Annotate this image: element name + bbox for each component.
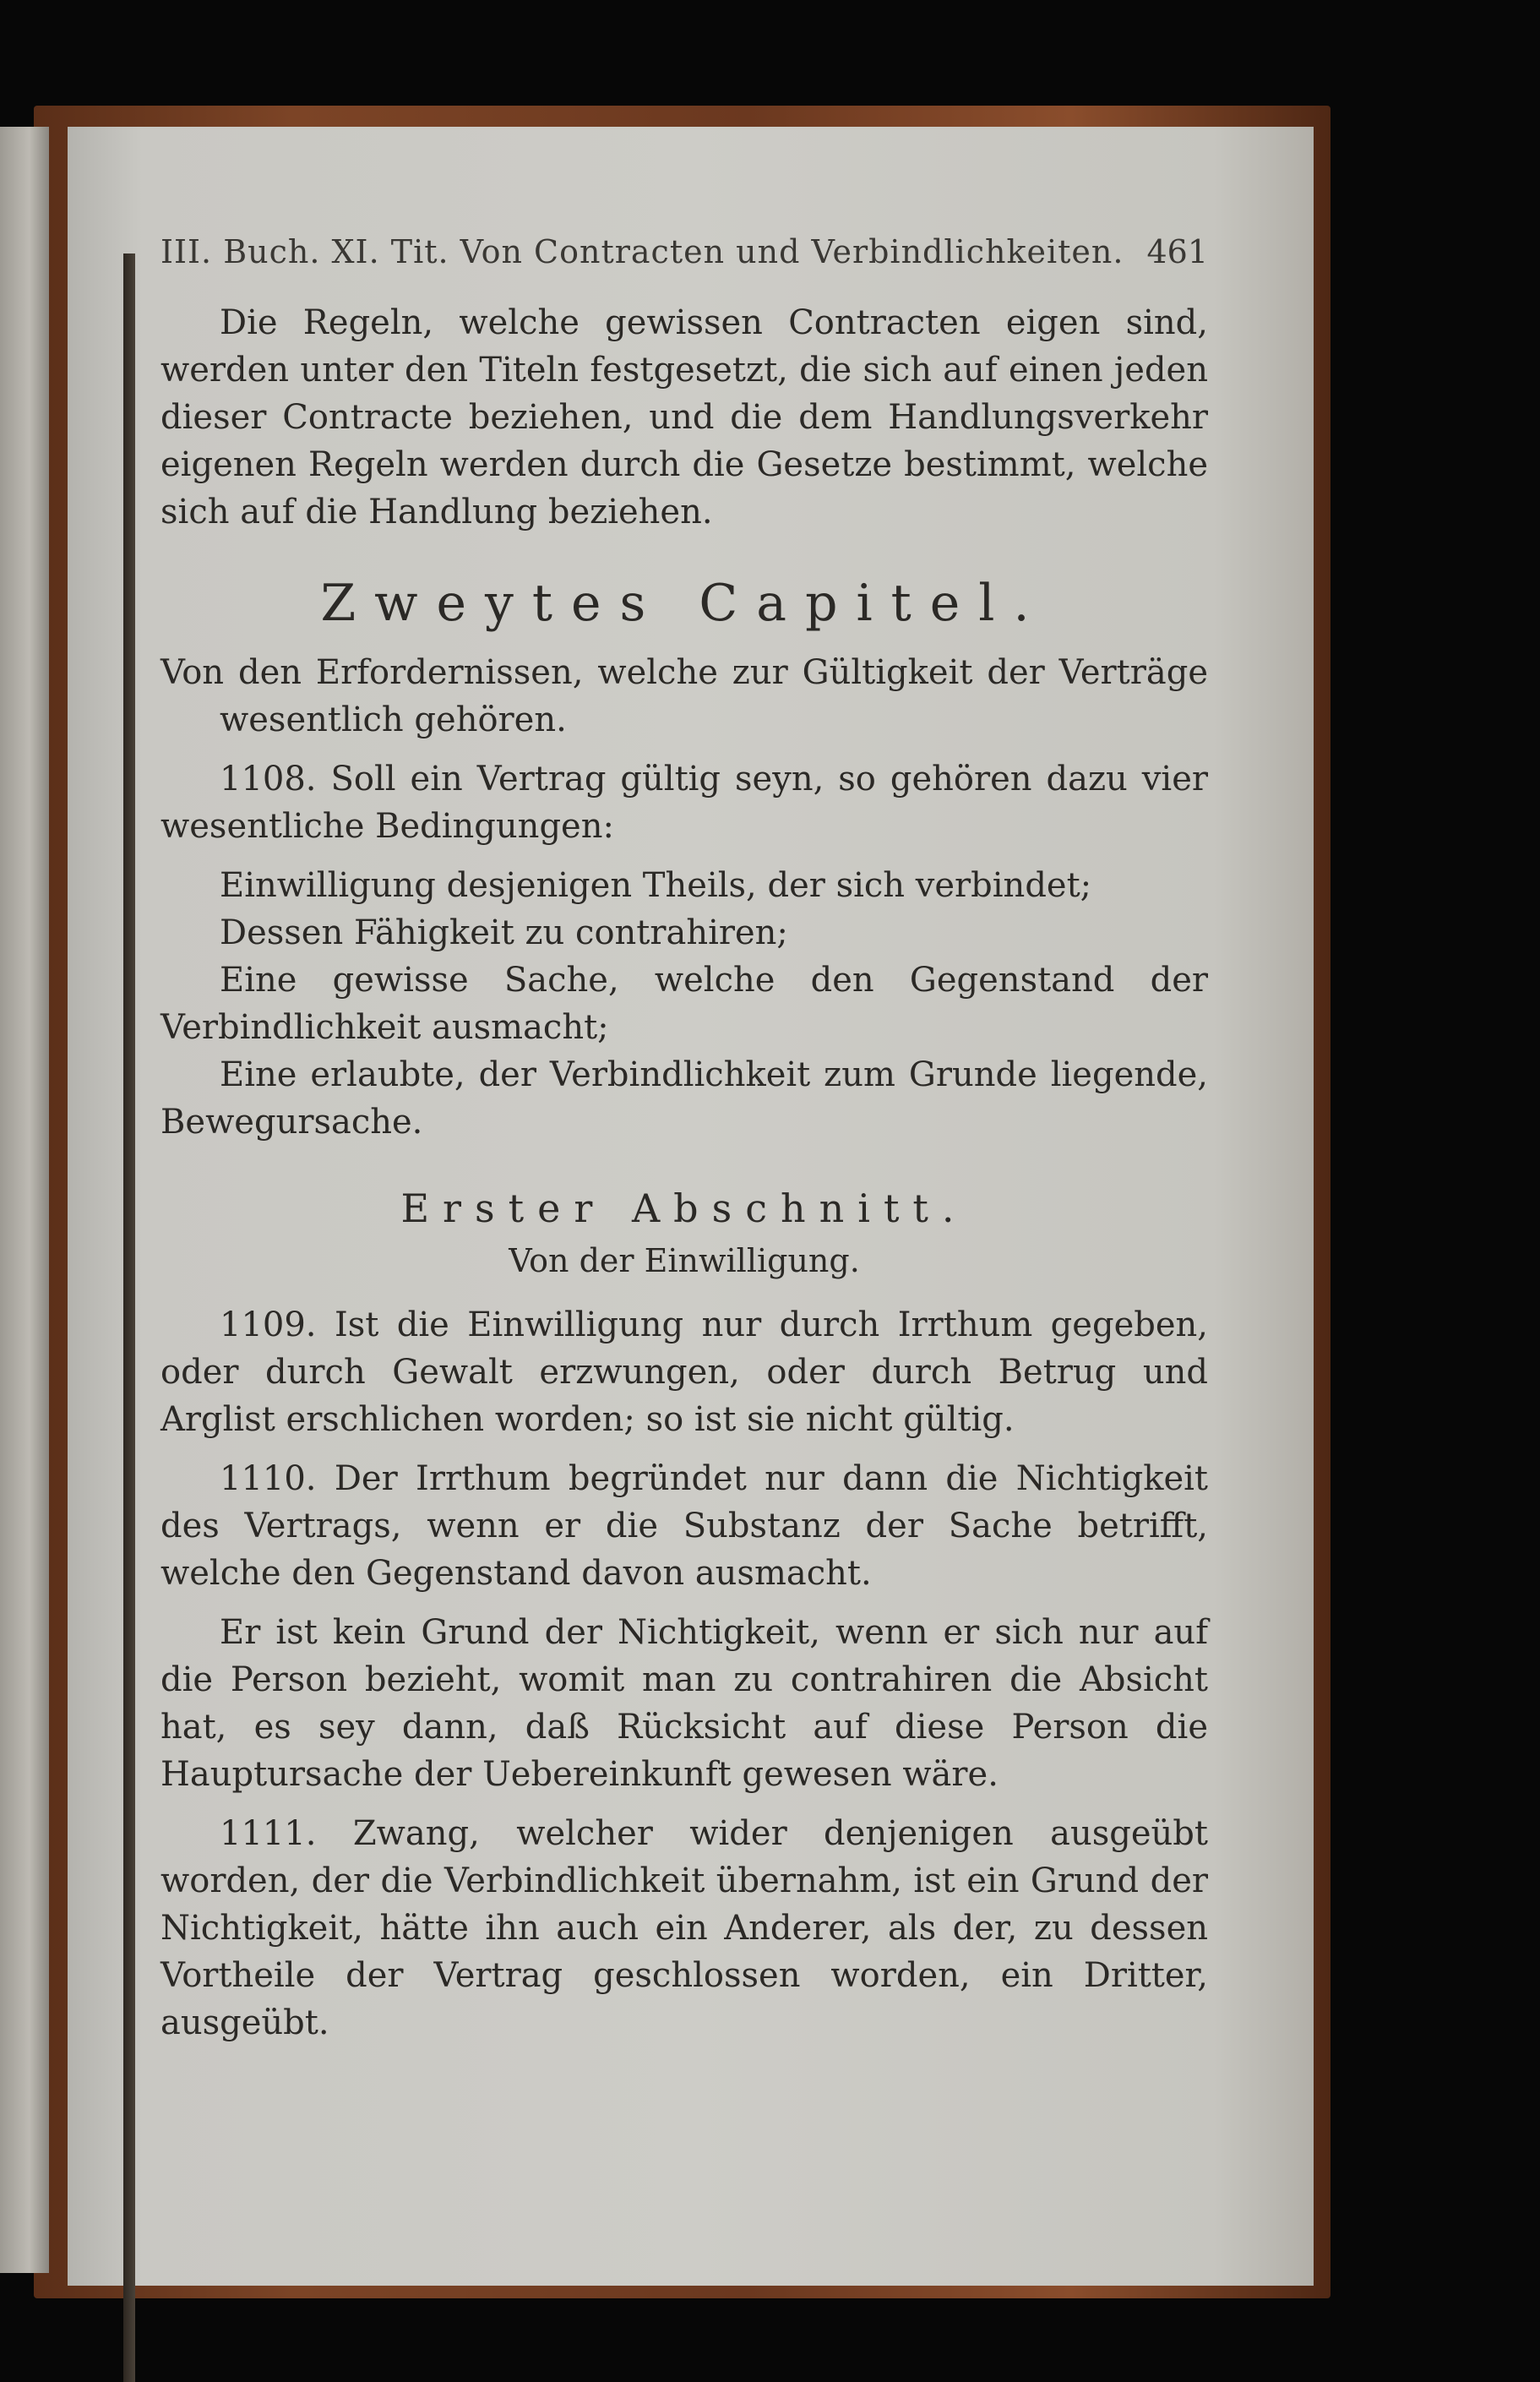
page-number: 461 — [1146, 233, 1208, 270]
condition-item: Einwilligung desjenigen Theils, der sich verbindet; — [220, 866, 1092, 905]
running-head — [161, 228, 1208, 275]
article-1109 — [161, 1301, 1208, 1443]
book-page — [68, 127, 1314, 2286]
previous-page-edge — [0, 127, 49, 2273]
running-head-title: III. Buch. XI. Tit. Von Contracten und Verbindlichkeiten. — [161, 233, 1124, 270]
article-1111 — [161, 1810, 1208, 2047]
article-number: 1108. — [220, 760, 317, 799]
page-text — [161, 228, 1208, 2047]
condition-item: Eine erlaubte, der Verbindlichkeit zum Grunde liegende, Bewegursache. — [161, 1055, 1208, 1142]
condition-item: Dessen Fähigkeit zu contrahiren; — [220, 913, 788, 952]
section-subtitle: Von der Einwilligung. — [509, 1242, 860, 1279]
page-gutter-shadow — [123, 253, 135, 2382]
section-heading: Erster Abschnitt. — [400, 1186, 968, 1231]
article-number: 1109. — [220, 1305, 317, 1344]
article-text: Zwang, welcher wider denjenigen ausgeübt worden, der die Verbindlichkeit übernahm, ist ein Grund der Nichtigkeit, hätte ihn auch ein Anderer, als der, zu dessen Vortheile der Vertrag geschlossen worden, ein Dritter, ausgeübt. — [161, 1814, 1208, 2042]
article-number: 1111. — [220, 1814, 317, 1853]
article-text: Ist die Einwilligung nur durch Irrthum gegeben, oder durch Gewalt erzwungen, oder durch Betrug und Arglist erschlichen worden; so ist sie nicht gültig. — [161, 1305, 1208, 1439]
condition-item: Eine gewisse Sache, welche den Gegenstand der Verbindlichkeit ausmacht; — [161, 961, 1208, 1047]
article-1110-paragraph-2: Er ist kein Grund der Nichtigkeit, wenn er sich nur auf die Person bezieht, womit man zu contrahiren die Absicht hat, es sey dann, daß Rücksicht auf diese Person die Hauptursache der Uebereinkunft gewesen wäre. — [161, 1613, 1208, 1794]
chapter-heading: Zweytes Capitel. — [320, 574, 1048, 633]
intro-paragraph: Die Regeln, welche gewissen Contracten eigen sind, werden unter den Titeln festgesetzt, die sich auf einen jeden dieser Contracte beziehen, und die dem Handlungsverkehr eigenen Regeln werden durch die Gesetze bestimmt, welche sich auf die Handlung beziehen. — [161, 303, 1208, 531]
article-text: Soll ein Vertrag gültig seyn, so gehören dazu vier wesentliche Bedingungen: — [161, 760, 1208, 846]
article-number: 1110. — [220, 1459, 317, 1498]
article-1110 — [161, 1455, 1208, 1597]
article-1108 — [161, 755, 1208, 850]
article-text: Der Irrthum begründet nur dann die Nichtigkeit des Vertrags, wenn er die Substanz der Sache betrifft, welche den Gegenstand davon ausmacht. — [161, 1459, 1208, 1593]
chapter-subtitle: Von den Erfordernissen, welche zur Gültigkeit der Verträge wesentlich gehören. — [161, 653, 1208, 739]
